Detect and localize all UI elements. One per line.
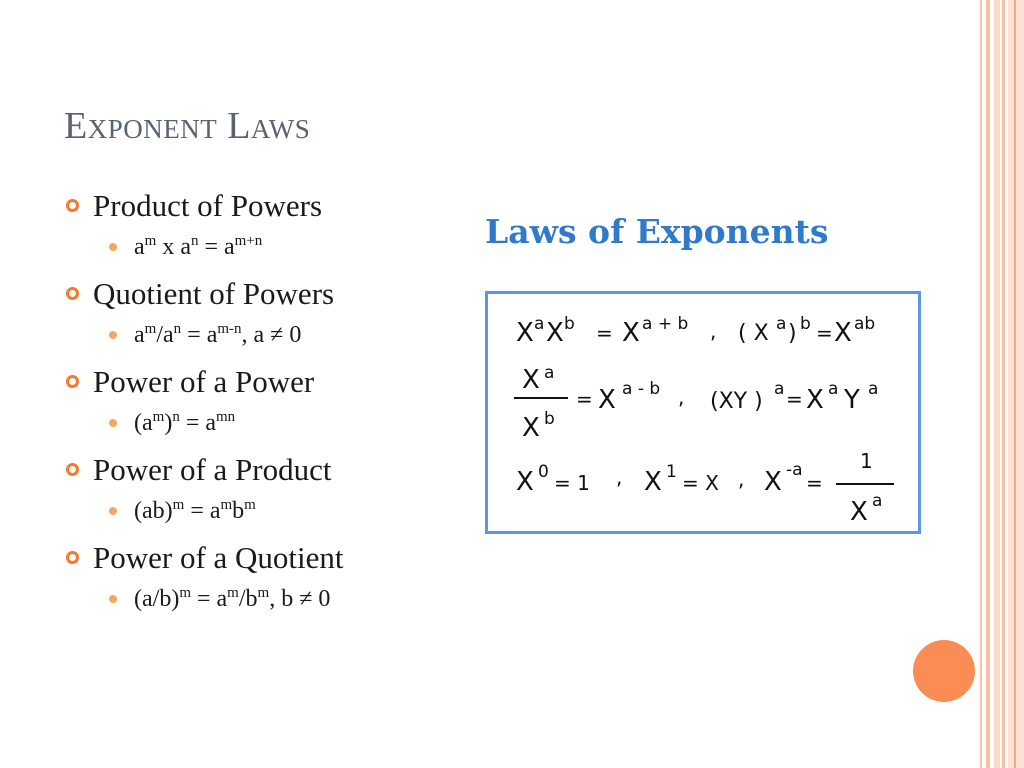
decorative-stripes — [980, 0, 1024, 768]
law-formula: $(a/b)^m = a^m/b^m$, b ≠ 0 — [64, 584, 484, 614]
svg-text:X: X — [516, 318, 534, 348]
svg-text:,: , — [738, 467, 745, 491]
panel-title: Laws of Exponents — [485, 212, 829, 251]
law-formula: $(ab)^m = a^mb^m$ — [64, 496, 484, 526]
svg-text:a: a — [776, 314, 787, 334]
svg-text:X: X — [522, 413, 540, 443]
svg-text:X: X — [546, 318, 564, 348]
decorative-orange-circle — [913, 640, 975, 702]
bullet-dot-icon — [109, 331, 117, 339]
svg-text:a: a — [544, 363, 555, 383]
svg-text:b: b — [564, 314, 575, 334]
bullet-dot-icon — [109, 595, 117, 603]
law-formula: $a^m/a^n = a^{m-n}$, a ≠ 0 — [64, 320, 484, 350]
svg-text:1: 1 — [860, 449, 873, 473]
svg-text:X: X — [622, 318, 640, 348]
svg-text:,: , — [616, 465, 623, 489]
law-formula: $(a^m)^n = a^{mn}$ — [64, 408, 484, 438]
svg-text:a: a — [828, 379, 839, 399]
svg-text:X: X — [806, 385, 824, 415]
svg-text:( X: ( X — [738, 321, 769, 346]
svg-text:= X: = X — [682, 471, 719, 495]
svg-text:=: = — [816, 321, 833, 345]
bullet-ring-icon — [66, 375, 79, 388]
svg-text:1: 1 — [666, 462, 677, 482]
bullet-dot-icon — [109, 507, 117, 515]
law-formula: $a^m$ x $a^n = a^{m+n}$ — [64, 232, 484, 262]
law-item: Product of Powers — [64, 186, 484, 226]
svg-text:X: X — [764, 467, 782, 497]
svg-text:0: 0 — [538, 462, 549, 482]
svg-text:b: b — [544, 409, 555, 429]
svg-text:-a: -a — [786, 460, 803, 480]
svg-text:X: X — [644, 467, 662, 497]
bullet-ring-icon — [66, 199, 79, 212]
svg-text:a: a — [868, 379, 879, 399]
bullet-ring-icon — [66, 287, 79, 300]
svg-text:=: = — [596, 321, 613, 345]
svg-text:,: , — [678, 385, 685, 409]
bullet-dot-icon — [109, 243, 117, 251]
law-item: Power of a Product — [64, 450, 484, 490]
slide-title: Exponent Laws — [64, 105, 311, 147]
svg-text:,: , — [710, 319, 717, 343]
svg-text:=: = — [806, 471, 823, 495]
bullet-dot-icon — [109, 419, 117, 427]
svg-text:X: X — [516, 467, 534, 497]
svg-text:X: X — [850, 497, 868, 527]
svg-text:X: X — [834, 318, 852, 348]
svg-text:Y: Y — [844, 385, 860, 415]
laws-list — [64, 186, 484, 626]
bullet-ring-icon — [66, 463, 79, 476]
law-item: Power of a Quotient — [64, 538, 484, 578]
law-item: Quotient of Powers — [64, 274, 484, 314]
svg-text:X: X — [598, 385, 616, 415]
svg-text:): ) — [788, 321, 797, 346]
svg-text:ab: ab — [854, 314, 876, 334]
svg-text:a - b: a - b — [622, 379, 661, 399]
bullet-ring-icon — [66, 551, 79, 564]
laws-of-exponents-box — [485, 291, 921, 534]
svg-text:=: = — [576, 387, 593, 411]
svg-text:a: a — [534, 314, 545, 334]
svg-text:a: a — [774, 379, 785, 399]
exponent-formulas-image — [488, 294, 918, 531]
svg-text:= 1: = 1 — [554, 471, 590, 495]
svg-text:=: = — [786, 387, 803, 411]
svg-text:(XY ): (XY ) — [710, 389, 763, 414]
svg-text:a + b: a + b — [642, 314, 689, 334]
svg-text:X: X — [522, 365, 540, 395]
svg-text:b: b — [800, 314, 811, 334]
law-item: Power of a Power — [64, 362, 484, 402]
svg-text:a: a — [872, 491, 883, 511]
